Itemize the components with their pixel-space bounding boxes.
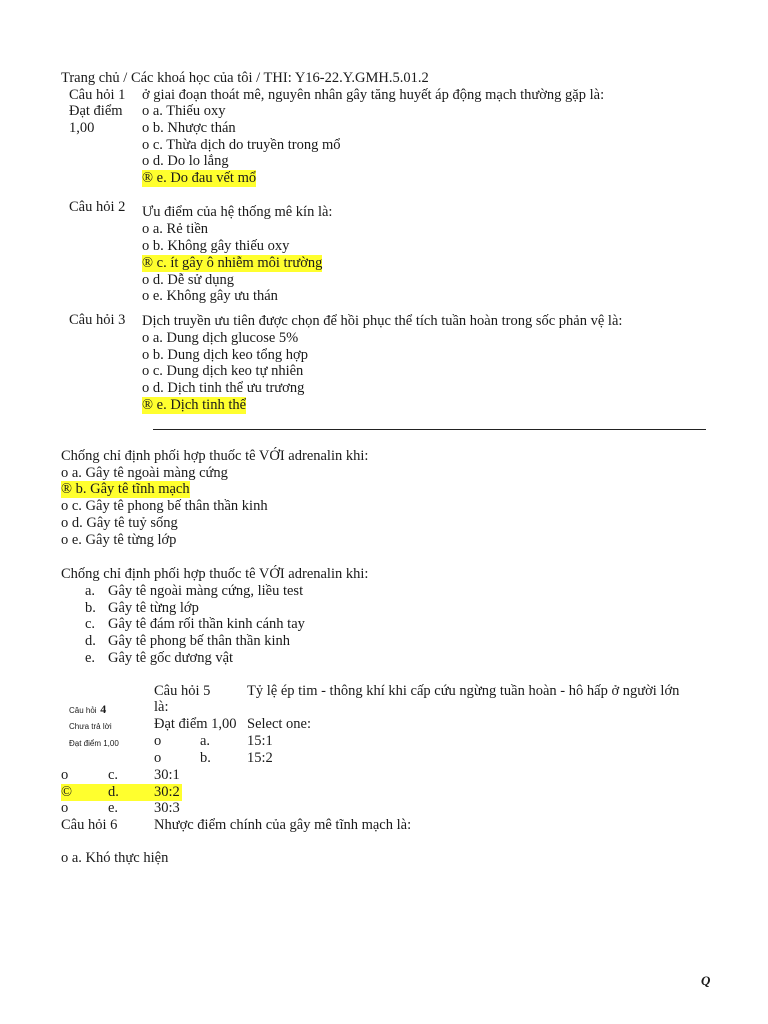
question-3-option-c[interactable]: o c. Dung dịch keo tự nhiên — [142, 363, 304, 379]
question-6-text: Nhược điểm chính của gây mê tĩnh mạch là: — [154, 817, 412, 833]
question-5-option-a-letter: a. — [200, 733, 211, 749]
question-5-option-d-value: 30:2 — [154, 784, 180, 800]
contra-question-1-text: Chống chỉ định phối hợp thuốc tê VỚI adrenalin khi: — [61, 448, 369, 464]
question-2-option-e[interactable]: o e. Không gây ưu thán — [142, 288, 278, 304]
contra-question-2-option-d: Gây tê phong bế thân thần kinh — [108, 633, 291, 649]
section-divider — [153, 429, 706, 430]
contra-question-2-letter-d: d. — [85, 633, 96, 649]
question-1-option-d[interactable]: o d. Do lo lắng — [142, 153, 229, 169]
contra-question-2-option-a: Gây tê ngoài màng cứng, liều test — [108, 583, 304, 599]
question-2-option-b[interactable]: o b. Không gây thiếu oxy — [142, 238, 290, 254]
contra-question-2-letter-e: e. — [85, 650, 96, 666]
question-4-max-score: Đạt điểm 1,00 — [69, 739, 119, 748]
question-5-label: Câu hỏi 5 — [154, 683, 211, 699]
question-6-option-a[interactable]: o a. Khó thực hiện — [61, 850, 169, 866]
contra-question-1-option-d[interactable]: o d. Gây tê tuỷ sống — [61, 515, 178, 531]
question-5-option-c-value: 30:1 — [154, 767, 180, 783]
question-1-option-a[interactable]: o a. Thiếu oxy — [142, 103, 226, 119]
question-5-option-e-value: 30:3 — [154, 800, 180, 816]
question-4-label-number: 4 — [100, 702, 107, 716]
contra-question-1-option-e[interactable]: o e. Gây tê từng lớp — [61, 532, 177, 548]
contra-question-1-option-b-selected[interactable]: ® b. Gây tê tĩnh mạch — [61, 481, 190, 497]
question-1-score-label: Đạt điểm — [69, 103, 123, 119]
question-1-option-c[interactable]: o c. Thừa dịch do truyền trong mổ — [142, 137, 341, 153]
question-5-text-line2: là: — [154, 699, 169, 715]
question-5-option-d-selected[interactable] — [61, 784, 182, 801]
breadcrumb: Trang chủ / Các khoá học của tôi / THI: Y16-22.Y.GMH.5.01.2 — [61, 70, 429, 86]
question-3-option-d[interactable]: o d. Dịch tinh thể ưu trương — [142, 380, 305, 396]
question-5-option-c-mark[interactable]: o — [61, 767, 69, 783]
question-5-option-b-letter: b. — [200, 750, 211, 766]
question-4-status: Chưa trả lời — [69, 722, 112, 731]
question-5-option-c-letter: c. — [108, 767, 119, 783]
contra-question-1-option-c[interactable]: o c. Gây tê phong bế thân thần kinh — [61, 498, 268, 514]
question-2-label: Câu hỏi 2 — [69, 199, 126, 215]
question-1-text: ở giai đoạn thoát mê, nguyên nhân gây tăng huyết áp động mạch thường gặp là: — [142, 87, 605, 103]
question-5-option-e-letter: e. — [108, 800, 119, 816]
contra-question-2-option-b: Gây tê từng lớp — [108, 600, 199, 616]
question-4-label — [69, 701, 106, 719]
question-1-option-b[interactable]: o b. Nhược thán — [142, 120, 236, 136]
question-4-label-prefix: Câu hỏi — [69, 706, 97, 715]
question-1-label: Câu hỏi 1 — [69, 87, 126, 103]
contra-question-2-letter-a: a. — [85, 583, 96, 599]
question-2-option-c-selected[interactable]: ® c. ít gây ô nhiễm môi trường — [142, 255, 323, 271]
question-5-score: Đạt điểm 1,00 — [154, 716, 237, 732]
question-5-option-a-mark[interactable]: o — [154, 733, 162, 749]
question-3-label: Câu hỏi 3 — [69, 312, 126, 328]
question-5-option-d-letter: d. — [108, 784, 119, 800]
question-5-option-d-mark: © — [61, 784, 73, 800]
question-5-option-b-mark[interactable]: o — [154, 750, 162, 766]
question-3-option-b[interactable]: o b. Dung dịch keo tổng hợp — [142, 347, 308, 363]
question-3-text: Dịch truyền ưu tiên được chọn để hồi phục thể tích tuần hoàn trong sốc phản vệ là: — [142, 313, 623, 329]
question-2-option-a[interactable]: o a. Rẻ tiền — [142, 221, 209, 237]
question-2-option-d[interactable]: o d. Dễ sử dụng — [142, 272, 235, 288]
contra-question-2-letter-b: b. — [85, 600, 96, 616]
question-3-option-a[interactable]: o a. Dung dịch glucose 5% — [142, 330, 299, 346]
question-5-option-e-mark[interactable]: o — [61, 800, 69, 816]
contra-question-2-letter-c: c. — [85, 616, 96, 632]
question-5-option-b-value: 15:2 — [247, 750, 273, 766]
question-5-select-prompt: Select one: — [247, 716, 312, 732]
question-1-option-e-selected[interactable]: ® e. Do đau vết mổ — [142, 170, 257, 186]
contra-question-2-option-c: Gây tê đám rối thần kinh cánh tay — [108, 616, 305, 632]
question-5-text-line1: Tỷ lệ ép tim - thông khí khi cấp cứu ngừng tuần hoàn - hô hấp ở người lớn — [247, 683, 680, 699]
question-1-score-value: 1,00 — [69, 120, 95, 136]
contra-question-2-text: Chống chỉ định phối hợp thuốc tê VỚI adrenalin khi: — [61, 566, 369, 582]
contra-question-2-option-e: Gây tê gốc dương vật — [108, 650, 234, 666]
contra-question-1-option-a[interactable]: o a. Gây tê ngoài màng cứng — [61, 465, 228, 481]
question-6-label: Câu hỏi 6 — [61, 817, 118, 833]
page-footer-mark: Q — [701, 973, 711, 988]
question-2-text: Ưu điểm của hệ thống mê kín là: — [142, 204, 333, 220]
question-5-option-a-value: 15:1 — [247, 733, 273, 749]
question-3-option-e-selected[interactable]: ® e. Dịch tinh thể — [142, 397, 247, 413]
